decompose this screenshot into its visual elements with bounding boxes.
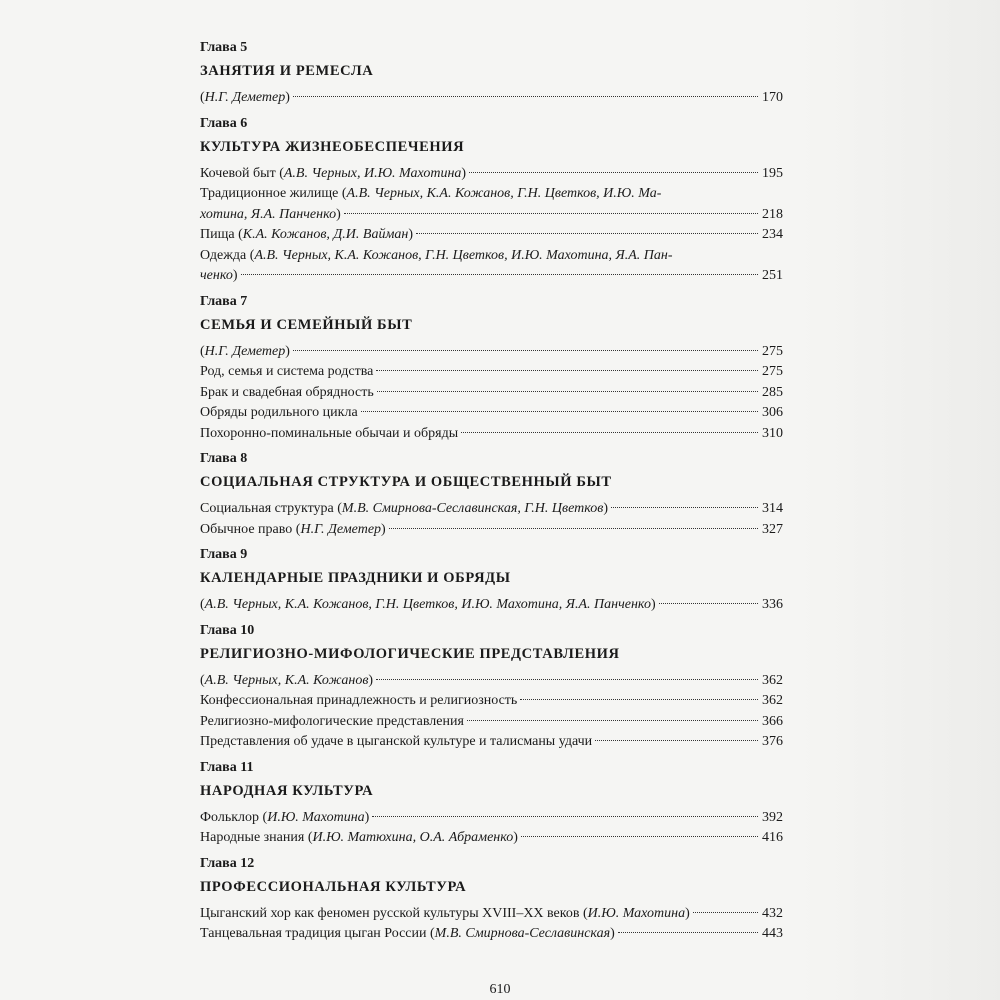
entry-text <box>200 808 369 829</box>
entry-text <box>200 424 458 445</box>
entry-continuation <box>200 266 238 287</box>
entry-page-number: 251 <box>762 268 783 283</box>
entry-title: Брак и свадебная обрядность <box>200 384 374 400</box>
chapter-title: КУЛЬТУРА ЖИЗНЕОБЕСПЕЧЕНИЯ <box>200 138 465 155</box>
entry-text <box>200 383 374 404</box>
entry-title: Одежда ( <box>200 247 255 263</box>
toc-entry[interactable] <box>200 691 783 712</box>
dot-leader <box>659 603 758 604</box>
table-of-contents <box>200 33 783 945</box>
dot-leader <box>416 233 758 234</box>
chapter-title: КАЛЕНДАРНЫЕ ПРАЗДНИКИ И ОБРЯДЫ <box>200 570 511 586</box>
entry-text <box>200 904 690 925</box>
entry-page-number: 195 <box>762 165 783 181</box>
entry-authors: А.В. Черных, К.А. Кожанов, Г.Н. Цветков, И.Ю. Махотина, Я.А. Пан- <box>254 247 673 263</box>
chapter-section <box>200 450 783 540</box>
dot-leader <box>461 432 758 433</box>
entry-text <box>200 671 373 692</box>
entry-page-number: 170 <box>762 90 783 105</box>
toc-entry[interactable] <box>200 362 783 383</box>
toc-entry[interactable] <box>200 520 783 541</box>
entry-authors: Н.Г. Деметер <box>300 521 382 537</box>
entry-title: Похоронно-поминальные обычаи и обряды <box>200 425 459 441</box>
chapter-label: Глава 6 <box>200 115 248 131</box>
entry-text <box>200 732 592 753</box>
entry-title: Народные знания ( <box>200 830 313 845</box>
chapter-title: РЕЛИГИОЗНО-МИФОЛОГИЧЕСКИЕ ПРЕДСТАВЛЕНИЯ <box>200 645 620 662</box>
dot-leader <box>618 932 758 933</box>
entry-page-number: 234 <box>762 227 783 242</box>
entry-title: Обычное право ( <box>200 521 301 537</box>
chapter-label: Глава 7 <box>200 293 248 309</box>
entry-title: Конфессиональная принадлежность и религиозность <box>200 693 518 708</box>
toc-entry[interactable] <box>200 383 783 404</box>
entry-title: Род, семья и система родства <box>200 364 374 379</box>
chapter-section <box>200 115 783 287</box>
entry-page-number: 392 <box>762 809 783 825</box>
entry-authors: М.В. Смирнова-Сеславинская, Г.Н. Цветков <box>341 501 604 516</box>
entry-text <box>200 691 517 712</box>
entry-title: Танцевальная традиция цыган России ( <box>200 926 435 941</box>
toc-entry[interactable] <box>200 732 783 753</box>
entry-page-number: 218 <box>762 206 783 222</box>
entry-text <box>200 595 656 616</box>
entry-authors: М.В. Смирнова-Сеславинская <box>434 926 611 941</box>
entry-close: ) <box>603 501 609 516</box>
entry-title: Религиозно-мифологические представления <box>200 713 464 729</box>
entry-text <box>200 164 466 185</box>
toc-entry[interactable] <box>200 225 783 246</box>
entry-authors: А.В. Черных, К.А. Кожанов <box>204 672 369 688</box>
entry-page-number: 376 <box>762 734 783 749</box>
entry-close: ) <box>232 268 238 283</box>
entry-page-number: 314 <box>762 501 783 516</box>
entry-page-number: 362 <box>762 672 783 688</box>
entry-text <box>200 342 290 363</box>
dot-leader <box>293 350 758 351</box>
entry-authors-cont: хотина, Я.А. Панченко <box>200 206 337 222</box>
entry-page-number: 366 <box>762 713 783 729</box>
dot-leader <box>344 213 758 214</box>
entry-title: Традиционное жилище ( <box>200 186 347 201</box>
entry-page-number: 275 <box>762 343 783 359</box>
chapter-label: Глава 10 <box>200 622 255 638</box>
entry-text <box>200 924 615 945</box>
dot-leader <box>521 836 758 837</box>
entry-text <box>200 362 373 383</box>
toc-entry[interactable] <box>200 164 783 185</box>
dot-leader <box>595 740 758 741</box>
entry-text <box>200 225 413 246</box>
chapter-label: Глава 11 <box>200 759 254 775</box>
entry-continuation <box>200 205 341 226</box>
entry-title: Обряды родильного цикла <box>200 405 358 420</box>
dot-leader <box>372 816 758 817</box>
entry-authors-cont: ченко <box>200 268 233 283</box>
toc-entry[interactable] <box>200 403 783 424</box>
entry-title: Пища ( <box>200 227 243 242</box>
toc-entry[interactable] <box>200 712 783 733</box>
chapter-section <box>200 39 783 109</box>
entry-authors: Н.Г. Деметер <box>204 90 286 105</box>
chapter-label: Глава 8 <box>200 451 248 466</box>
entry-title: ( <box>200 343 205 359</box>
dot-leader <box>467 720 758 721</box>
entry-title: ( <box>200 90 205 105</box>
chapter-label: Глава 12 <box>200 855 255 871</box>
chapter-section <box>200 622 783 753</box>
dot-leader <box>377 391 758 392</box>
entry-title: ( <box>200 597 205 612</box>
dot-leader <box>389 528 758 529</box>
entry-page-number: 336 <box>762 597 783 612</box>
entry-close: ) <box>461 165 467 181</box>
toc-entry[interactable] <box>200 595 783 616</box>
entry-text <box>200 499 608 520</box>
entry-authors: Н.Г. Деметер <box>204 343 286 359</box>
entry-title: ( <box>200 672 205 688</box>
toc-entry[interactable] <box>200 904 783 925</box>
chapter-section <box>200 855 783 945</box>
toc-entry[interactable] <box>200 88 783 109</box>
entry-text <box>200 828 518 849</box>
entry-title: Кочевой быт ( <box>200 165 284 181</box>
entry-close: ) <box>513 830 518 845</box>
chapter-title: СОЦИАЛЬНАЯ СТРУКТУРА И ОБЩЕСТВЕННЫЙ БЫТ <box>200 474 612 490</box>
entry-close: ) <box>368 672 374 688</box>
toc-entry[interactable] <box>200 184 783 225</box>
chapter-label: Глава 5 <box>200 40 248 55</box>
toc-entry[interactable] <box>200 424 783 445</box>
entry-close: ) <box>285 90 290 105</box>
chapter-title: НАРОДНАЯ КУЛЬТУРА <box>200 782 374 799</box>
dot-leader <box>469 172 758 173</box>
entry-close: ) <box>610 926 615 941</box>
chapter-title: ЗАНЯТИЯ И РЕМЕСЛА <box>200 63 374 79</box>
toc-entry[interactable] <box>200 828 783 849</box>
page-number: 610 <box>489 982 511 997</box>
toc-entry[interactable] <box>200 808 783 829</box>
toc-entry[interactable] <box>200 246 783 287</box>
chapter-title: СЕМЬЯ И СЕМЕЙНЫЙ БЫТ <box>200 316 413 333</box>
entry-close: ) <box>650 597 656 612</box>
entry-close: ) <box>408 227 414 242</box>
chapter-section <box>200 293 783 445</box>
entry-page-number: 327 <box>762 521 783 537</box>
entry-title: Фольклор ( <box>200 809 268 825</box>
entry-title: Цыганский хор как феномен русской культуры XVIII–XX веков ( <box>200 905 588 921</box>
entry-title: Представления об удаче в цыганской культуре и талисманы удачи <box>200 734 593 749</box>
chapter-section <box>200 759 783 849</box>
dot-leader <box>293 96 758 97</box>
dot-leader <box>376 370 758 371</box>
entry-title: Социальная структура ( <box>200 501 342 516</box>
entry-page-number: 310 <box>762 425 783 441</box>
dot-leader <box>376 679 758 680</box>
toc-entry[interactable] <box>200 671 783 692</box>
entry-page-number: 306 <box>762 405 783 420</box>
entry-page-number: 275 <box>762 364 783 379</box>
chapter-section <box>200 546 783 616</box>
page-bleed-shadow <box>800 0 1000 1000</box>
toc-entry[interactable] <box>200 342 783 363</box>
toc-entry[interactable] <box>200 499 783 520</box>
entry-page-number: 416 <box>762 830 783 845</box>
dot-leader <box>693 912 758 913</box>
dot-leader <box>361 411 758 412</box>
entry-text <box>200 403 358 424</box>
entry-page-number: 432 <box>762 905 783 921</box>
toc-entry[interactable] <box>200 924 783 945</box>
entry-text <box>200 520 386 541</box>
entry-authors: И.Ю. Махотина <box>267 809 365 825</box>
dot-leader <box>520 699 758 700</box>
entry-authors: А.В. Черных, И.Ю. Махотина <box>283 165 462 181</box>
entry-authors: И.Ю. Махотина <box>587 905 686 921</box>
entry-authors: А.В. Черных, К.А. Кожанов, Г.Н. Цветков, И.Ю. Ма- <box>346 186 662 201</box>
chapter-label: Глава 9 <box>200 547 248 562</box>
entry-close: ) <box>685 905 690 921</box>
entry-authors: А.В. Черных, К.А. Кожанов, Г.Н. Цветков, И.Ю. Махотина, Я.А. Панченко <box>204 597 651 612</box>
entry-close: ) <box>381 521 386 537</box>
entry-close: ) <box>364 809 370 825</box>
dot-leader <box>241 274 758 275</box>
entry-close: ) <box>285 343 290 359</box>
dot-leader <box>611 507 758 508</box>
entry-page-number: 285 <box>762 384 783 400</box>
entry-close: ) <box>336 206 341 222</box>
entry-page-number: 443 <box>762 926 783 941</box>
entry-authors: И.Ю. Матюхина, О.А. Абраменко <box>312 830 514 845</box>
chapter-title: ПРОФЕССИОНАЛЬНАЯ КУЛЬТУРА <box>200 878 467 895</box>
entry-text <box>200 88 290 109</box>
entry-page-number: 362 <box>762 693 783 708</box>
entry-text <box>200 712 464 733</box>
entry-authors: К.А. Кожанов, Д.И. Вайман <box>242 227 409 242</box>
